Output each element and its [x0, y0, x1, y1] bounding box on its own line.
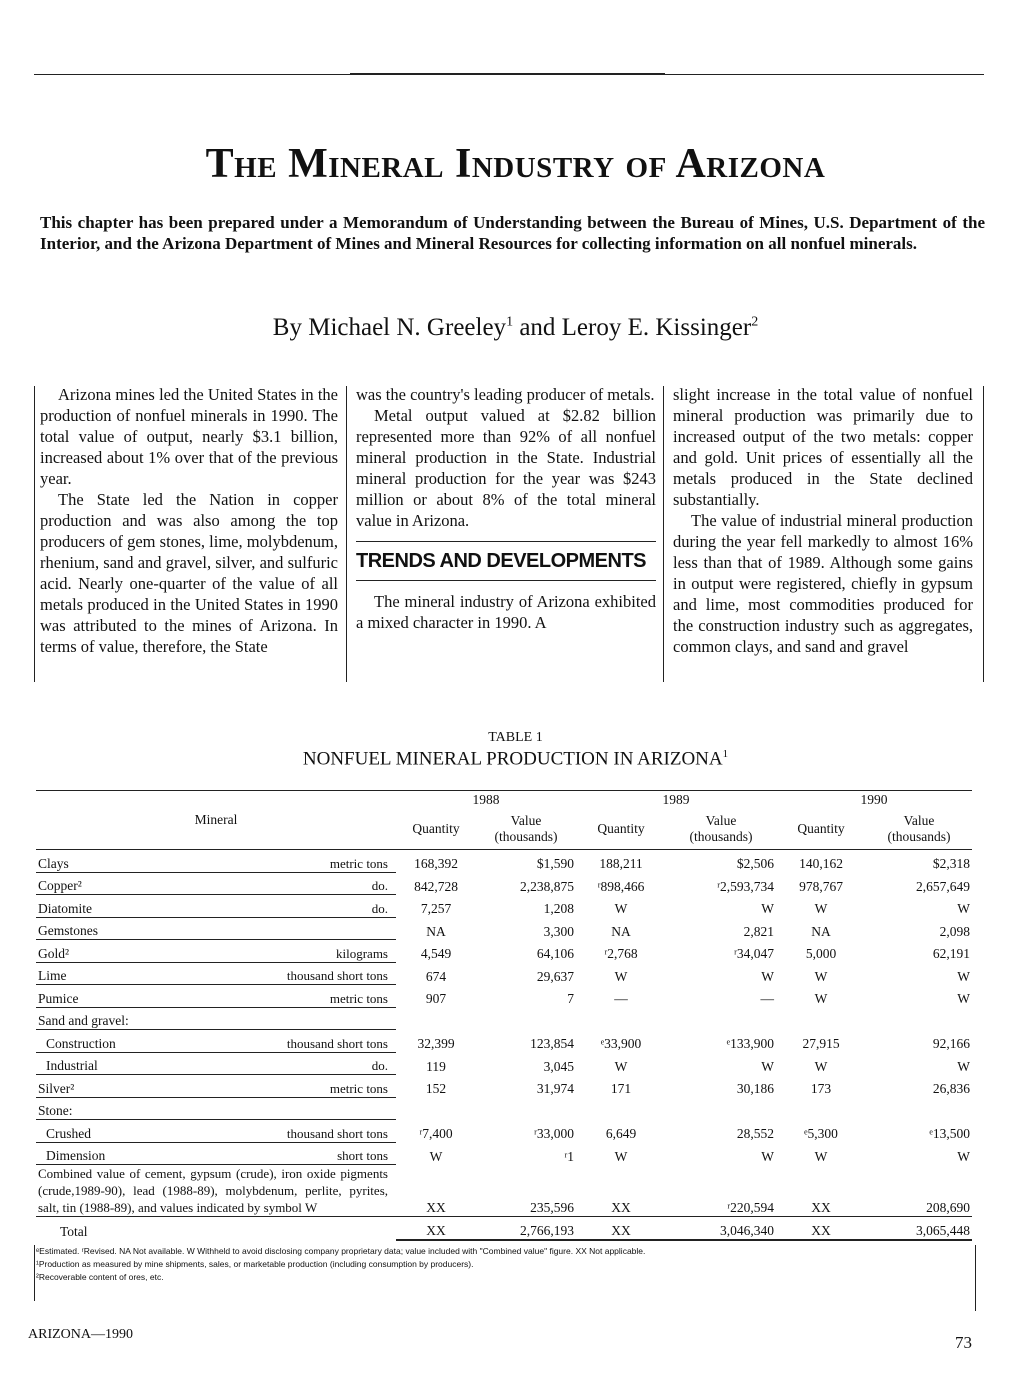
mineral-name: Gemstones — [36, 917, 166, 940]
cell-v90: 2,657,649 — [916, 878, 970, 894]
cell-v90: W — [957, 991, 970, 1006]
cell-v90: ᵉ13,500 — [929, 1126, 970, 1141]
unit: metric tons — [166, 985, 396, 1008]
cell-q88: 907 — [425, 991, 447, 1006]
column-header-quantity: Quantity — [597, 821, 645, 836]
cell-q89: XX — [576, 1165, 666, 1217]
cell-v88 — [476, 1007, 576, 1030]
running-footer: ARIZONA—1990 — [28, 1327, 133, 1342]
unit — [166, 1007, 396, 1030]
cell-v88: 2,766,193 — [476, 1217, 576, 1240]
mineral-name: Gold² — [36, 940, 166, 963]
unit: thousand short tons — [166, 1120, 396, 1143]
cell-v89: 3,046,340 — [666, 1217, 776, 1240]
cell-q89 — [576, 1097, 666, 1120]
table-row — [36, 1120, 972, 1143]
table-row — [36, 917, 972, 940]
column-header-value — [476, 809, 576, 850]
unit: do. — [166, 1052, 396, 1075]
cell-q90: 140,162 — [799, 856, 843, 871]
paragraph: Arizona mines led the United States in the production of nonfuel minerals in 1990. The total value of output, nearly $3.1 billion, increased about 1% over that of the previous year. — [40, 385, 338, 488]
cell-q89: W — [614, 901, 628, 916]
top-rule-accent — [350, 73, 665, 75]
cell-v88: 123,854 — [530, 1036, 574, 1051]
combined-label: Combined value of cement, gypsum (crude), iron oxide pigments (crude,1989-90), lead (1988-89), molybdenum, perlite, pyrites, salt, tin (1988-89), and values indicated by symbol W — [36, 1165, 396, 1217]
cell-v88: ʳ1 — [564, 1148, 574, 1164]
cell-q88: 7,257 — [420, 901, 452, 916]
cell-v88: 64,106 — [536, 946, 574, 961]
paragraph: The mineral industry of Arizona exhibited a mixed character in 1990. A — [356, 592, 656, 632]
intro-paragraph: This chapter has been prepared under a Memorandum of Understanding between the Bureau of Mines, U.S. Department of the Interior, and the Arizona Department of Mines and Mineral Resources for collecting information on all nonfuel minerals. — [40, 213, 985, 253]
cell-v88: ʳ33,000 — [533, 1126, 574, 1141]
mineral-name: Industrial — [36, 1052, 166, 1075]
column-header-value — [666, 809, 776, 850]
cell-q90: W — [814, 1058, 828, 1074]
cell-q88: 119 — [426, 1058, 446, 1074]
value-unit: (thousands) — [689, 829, 753, 844]
cell-q89: 188,211 — [599, 856, 643, 871]
cell-v88 — [476, 1097, 576, 1120]
author-1: By Michael N. Greeley — [272, 314, 507, 341]
cell-v90: 208,690 — [866, 1165, 972, 1217]
cell-v88: 3,300 — [543, 923, 574, 939]
table-row-total — [36, 1217, 972, 1240]
cell-v89: 2,821 — [743, 923, 774, 939]
cell-v89: W — [761, 1058, 774, 1074]
mineral-name: Crushed — [36, 1120, 166, 1143]
data-table — [36, 790, 972, 1241]
table-row — [36, 850, 972, 873]
cell-v89: 28,552 — [736, 1126, 774, 1141]
cell-q88: 4,549 — [420, 946, 452, 961]
cell-v88: 29,637 — [536, 968, 574, 984]
unit: short tons — [166, 1142, 396, 1165]
cell-q90: ᵉ5,300 — [804, 1126, 838, 1141]
total-label: Total — [60, 1223, 88, 1239]
unit: kilograms — [166, 940, 396, 963]
cell-v89 — [666, 1097, 776, 1120]
unit: do. — [166, 872, 396, 895]
table-row — [36, 962, 972, 985]
column-rule-right — [983, 386, 984, 682]
unit: do. — [166, 895, 396, 918]
mineral-name: Sand and gravel: — [36, 1007, 166, 1030]
unit: thousand short tons — [166, 962, 396, 985]
cell-v90: 92,166 — [932, 1036, 970, 1051]
value-unit: (thousands) — [887, 829, 951, 844]
column-header-year: 1988 — [472, 792, 500, 807]
cell-q90: 5,000 — [805, 946, 837, 961]
table-notes — [36, 1245, 976, 1284]
author-2-footnote: 2 — [751, 314, 759, 330]
cell-q89: 171 — [610, 1081, 632, 1096]
cell-q89: XX — [576, 1217, 666, 1240]
value-unit: (thousands) — [494, 829, 558, 844]
cell-q88: NA — [426, 923, 446, 939]
cell-q88: 152 — [425, 1081, 447, 1096]
page-title: The Mineral Industry of Arizona — [205, 141, 826, 187]
mineral-name: Silver² — [36, 1075, 166, 1098]
cell-v89: $2,506 — [736, 856, 774, 871]
cell-v90: 2,098 — [939, 923, 970, 939]
mineral-name: Construction — [36, 1030, 166, 1053]
page-number: 73 — [955, 1333, 972, 1352]
table-title-text: NONFUEL MINERAL PRODUCTION IN ARIZONA — [302, 748, 723, 770]
mineral-name: Lime — [36, 962, 166, 985]
mineral-name: Stone: — [36, 1097, 166, 1120]
cell-q88: 674 — [425, 968, 447, 984]
cell-v90: W — [957, 901, 970, 916]
cell-q89: ᵉ33,900 — [600, 1036, 642, 1051]
unit — [166, 917, 396, 940]
column-header-quantity: Quantity — [797, 821, 845, 836]
cell-v88: 7 — [567, 991, 574, 1006]
cell-q90: 173 — [810, 1081, 832, 1096]
note: ᵉEstimated. ʳRevised. NA Not available. W Withheld to avoid disclosing company proprietary data; value included with "Combined value" figure. XX Not applicable. — [36, 1246, 646, 1256]
cell-q88: XX — [396, 1217, 476, 1240]
cell-q89: 6,649 — [605, 1126, 637, 1141]
cell-q88: 32,399 — [417, 1036, 455, 1051]
author-2: and Leroy E. Kissinger — [513, 314, 752, 341]
column-rule-1 — [346, 386, 347, 682]
column-header-year: 1989 — [662, 792, 690, 807]
cell-v89: 30,186 — [736, 1081, 774, 1096]
cell-v89: ʳ220,594 — [666, 1165, 776, 1217]
table-row — [36, 1007, 972, 1030]
cell-q90: NA — [811, 923, 831, 939]
cell-q90 — [776, 1007, 866, 1030]
cell-v90: W — [957, 968, 970, 984]
table-row — [36, 1097, 972, 1120]
authors-line — [0, 314, 1031, 342]
cell-q90: XX — [776, 1165, 866, 1217]
cell-q89: W — [614, 1148, 628, 1164]
table-row — [36, 895, 972, 918]
cell-q90: W — [814, 1148, 828, 1164]
column-header-quantity: Quantity — [412, 821, 460, 836]
value-label: Value — [903, 813, 935, 828]
cell-q88: 842,728 — [414, 878, 458, 894]
cell-q90: W — [814, 968, 828, 984]
cell-q89: ʳ898,466 — [597, 878, 645, 894]
cell-q90: 27,915 — [802, 1036, 840, 1051]
cell-v90 — [866, 1097, 972, 1120]
cell-q89: — — [614, 991, 628, 1006]
cell-v90 — [866, 1007, 972, 1030]
column-rule-left — [34, 386, 35, 682]
mineral-name: Clays — [36, 850, 166, 873]
note: ¹Production as measured by mine shipments, sales, or marketable production (including consumption by producers). — [36, 1259, 474, 1269]
cell-q90: XX — [776, 1217, 866, 1240]
table-row — [36, 1052, 972, 1075]
cell-v89 — [666, 1007, 776, 1030]
unit: metric tons — [166, 1075, 396, 1098]
cell-v88: $1,590 — [536, 856, 574, 871]
table-title — [0, 748, 1031, 770]
cell-q89: W — [614, 1058, 628, 1074]
paragraph: slight increase in the total value of nonfuel mineral production was primarily due to increased output of the two metals: copper and gold. Unit prices of essentially all the metals produced in the State declined substantially. — [673, 385, 973, 509]
cell-q88: W — [429, 1148, 443, 1164]
cell-q90: 978,767 — [799, 878, 843, 894]
cell-v89: ᵉ133,900 — [726, 1036, 774, 1051]
cell-v89: ʳ2,593,734 — [717, 878, 774, 894]
mineral-name: Diatomite — [36, 895, 166, 918]
cell-v89: W — [761, 968, 774, 984]
cell-v89: W — [761, 901, 774, 916]
cell-v89: — — [760, 991, 774, 1006]
cell-v90: 3,065,448 — [866, 1217, 972, 1240]
note: ²Recoverable content of ores, etc. — [36, 1272, 164, 1282]
cell-q89: ʳ2,768 — [604, 946, 638, 961]
cell-q89: NA — [611, 923, 631, 939]
cell-v88: 3,045 — [543, 1058, 574, 1074]
unit: metric tons — [166, 850, 396, 873]
paragraph: was the country's leading producer of metals. — [356, 385, 655, 404]
column-header-mineral: Mineral — [194, 812, 238, 827]
table-body — [36, 850, 972, 1240]
table-number: TABLE 1 — [488, 730, 543, 745]
table-row — [36, 1075, 972, 1098]
column-rule-2 — [663, 386, 664, 682]
cell-v89: W — [761, 1148, 774, 1164]
table-title-footnote: 1 — [722, 748, 729, 760]
cell-q89: W — [614, 968, 628, 984]
table-row — [36, 1142, 972, 1165]
unit: thousand short tons — [166, 1030, 396, 1053]
mineral-name: Dimension — [36, 1142, 166, 1165]
paragraph: The State led the Nation in copper production and was also among the top producers of gem stones, lime, molybdenum, rhenium, sand and gravel, silver, and sulfuric acid. Nearly one-quarter of the value of all metals produced in the United States in 1990 was attributed to the mines of Arizona. In terms of value, therefore, the State — [40, 490, 338, 656]
value-label: Value — [705, 813, 737, 828]
table-row — [36, 940, 972, 963]
table-row — [36, 872, 972, 895]
cell-q90: W — [814, 901, 828, 916]
body-column-1 — [40, 384, 338, 657]
cell-v88: 1,208 — [543, 901, 574, 916]
cell-v90: $2,318 — [932, 856, 970, 871]
cell-q88 — [396, 1007, 476, 1030]
paragraph: Metal output valued at $2.82 billion represented more than 92% of all nonfuel mineral production in the State. Industrial mineral production for the year was $243 million or about 8% of the total mineral value in Arizona. — [356, 406, 656, 530]
cell-v90: 62,191 — [932, 946, 970, 961]
cell-v90: W — [957, 1058, 970, 1074]
cell-v88: 235,596 — [476, 1165, 576, 1217]
cell-q88: XX — [396, 1165, 476, 1217]
column-header-year: 1990 — [860, 792, 888, 807]
body-column-3 — [673, 384, 973, 657]
author-1-footnote: 1 — [506, 314, 514, 330]
mineral-name: Copper² — [36, 872, 166, 895]
body-column-2 — [356, 384, 656, 633]
section-heading: TRENDS AND DEVELOPMENTS — [356, 541, 656, 581]
cell-v90: 26,836 — [932, 1081, 970, 1096]
paragraph: The value of industrial mineral production during the year fell markedly to almost 16% less than that of 1989. Although some gains in output were registered, chiefly in gypsum and lime, most commodities produced for the construction industry such as aggregates, common clays, and sand and gravel — [673, 511, 973, 656]
table-row — [36, 985, 972, 1008]
value-label: Value — [510, 813, 542, 828]
table-row-combined — [36, 1165, 972, 1217]
mineral-name: Pumice — [36, 985, 166, 1008]
cell-q88 — [396, 1097, 476, 1120]
cell-q88: ʳ7,400 — [419, 1126, 453, 1141]
cell-v88: 31,974 — [536, 1081, 574, 1096]
cell-q90: W — [814, 991, 828, 1006]
cell-q88: 168,392 — [414, 856, 458, 871]
cell-q89 — [576, 1007, 666, 1030]
notes-rule-left — [34, 1245, 35, 1301]
cell-q90 — [776, 1097, 866, 1120]
cell-v89: ʳ34,047 — [733, 946, 774, 961]
cell-v90: W — [957, 1148, 970, 1164]
cell-v88: 2,238,875 — [520, 878, 574, 894]
column-header-value — [866, 809, 972, 850]
unit — [166, 1097, 396, 1120]
notes-rule-right — [975, 1245, 976, 1311]
table-row — [36, 1030, 972, 1053]
